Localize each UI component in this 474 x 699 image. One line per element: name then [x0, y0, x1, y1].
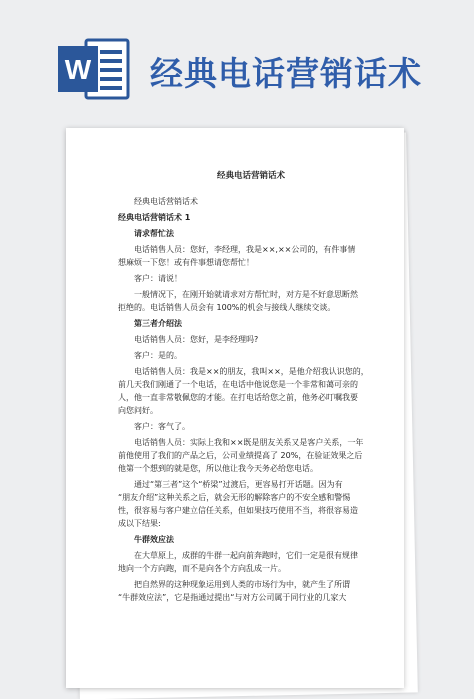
paragraph-line: 经典电话营销话术 — [134, 197, 198, 206]
paragraph-line: 请求帮忙法 — [134, 229, 174, 238]
document-body — [118, 195, 372, 604]
paragraph-line: “牛群效应法”，它是指通过提出“与对方公司属于同行业的几家大 — [118, 593, 347, 602]
paragraph — [118, 365, 372, 417]
paragraph-line: 他第一个想到的就是您，所以他让我今天务必给您电话。 — [118, 464, 318, 473]
paragraph-line: 想麻烦一下您！或有件事想请您帮忙！ — [118, 258, 254, 267]
header-title: 经典电话营销话术 — [150, 54, 422, 93]
paragraph — [118, 478, 372, 530]
section-heading — [118, 211, 372, 224]
paragraph-line: 地向一个方向跑，而不是向各个方向乱成一片。 — [118, 564, 286, 573]
paragraph — [118, 549, 372, 575]
paragraph-line: 客户：是的。 — [134, 351, 182, 360]
paragraph — [118, 243, 372, 269]
text-line — [118, 333, 372, 346]
paragraph-line: 客户：请说！ — [134, 274, 182, 283]
paragraph — [118, 436, 372, 475]
text-line — [118, 420, 372, 433]
paragraph-line: 在大草原上，成群的牛群一起向前奔跑时，它们一定是很有规律 — [134, 551, 358, 560]
paragraph-line: 通过“第三者”这个“桥梁”过渡后，更容易打开话题。因为有 — [134, 480, 343, 489]
paragraph-line: “朋友介绍”这种关系之后，就会无形的解除客户的不安全感和警惕 — [118, 493, 351, 502]
paragraph — [118, 578, 372, 604]
paragraph-line: 把自然界的这种现象运用到人类的市场行为中，就产生了所谓 — [134, 580, 350, 589]
word-document-icon — [58, 38, 130, 100]
svg-text:W: W — [64, 54, 92, 85]
paragraph-line: 向您问好。 — [118, 406, 158, 415]
paragraph-line: 电话销售人员：我是××的朋友，我叫××，是他介绍我认识您的， — [134, 367, 369, 376]
paragraph-line: 电话销售人员：您好，是李经理吗? — [134, 335, 259, 344]
document-page — [66, 128, 404, 688]
paragraph-line: 前他使用了我们的产品之后，公司业绩提高了 20%，在验证效果之后 — [118, 451, 363, 460]
header-banner — [0, 0, 474, 112]
section-heading — [118, 533, 372, 546]
paragraph-line: 成以下结果: — [118, 519, 161, 528]
paragraph-line: 电话销售人员：实际上我和××既是朋友关系又是客户关系，一年 — [134, 438, 364, 447]
paragraph-line: 性，很容易与客户建立信任关系，但如果技巧使用不当，将很容易造 — [118, 506, 358, 515]
document-content — [118, 170, 372, 607]
paragraph-line: 前几天我们刚通了一个电话，在电话中他说您是一个非常和蔼可亲的 — [118, 380, 358, 389]
text-line — [118, 349, 372, 362]
section-heading — [118, 227, 372, 240]
paragraph-line: 一般情况下，在刚开始就请求对方帮忙时，对方是不好意思断然 — [134, 290, 358, 299]
paragraph-line: 牛群效应法 — [134, 535, 174, 544]
text-line — [118, 195, 372, 208]
text-line — [118, 272, 372, 285]
paragraph-line: 人，他一直非常敬佩您的才能。在打电话给您之前，他务必叮嘱我要 — [118, 393, 358, 402]
paragraph — [118, 288, 372, 314]
section-heading — [118, 317, 372, 330]
paragraph-line: 电话销售人员：您好，李经理，我是××,××公司的，有件事情 — [134, 245, 356, 254]
document-title: 经典电话营销话术 — [216, 171, 285, 181]
paragraph-line: 拒绝的。电话销售人员会有 100%的机会与接线人继续交谈。 — [118, 303, 336, 312]
paragraph-line: 第三者介绍法 — [134, 319, 182, 328]
paragraph-line: 经典电话营销话术 1 — [118, 213, 191, 222]
paragraph-line: 客户：客气了。 — [134, 422, 190, 431]
